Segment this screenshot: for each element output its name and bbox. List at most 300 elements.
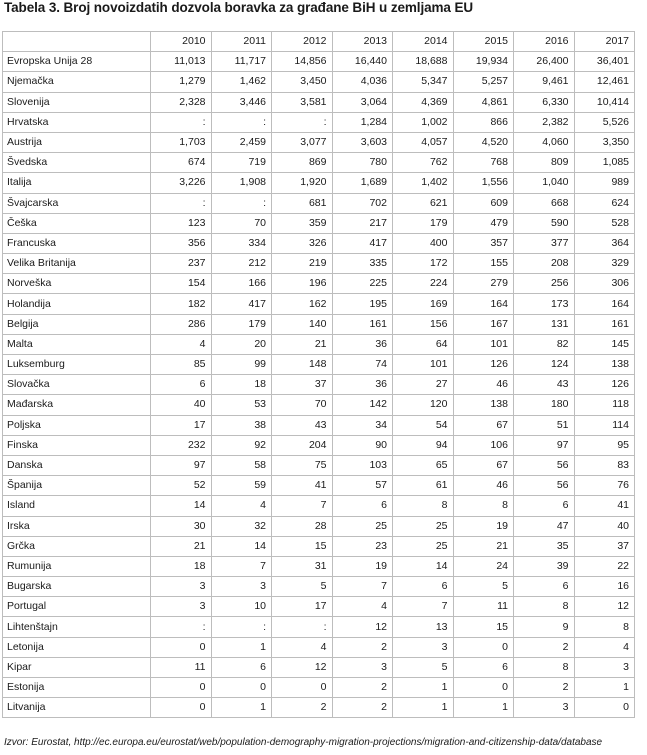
table-row [3, 72, 635, 92]
country-cell: Njemačka [3, 72, 151, 92]
value-cell: 0 [151, 637, 212, 657]
value-cell: 16,440 [332, 52, 393, 72]
table-row [3, 254, 635, 274]
value-cell: 173 [514, 294, 575, 314]
value-cell: 809 [514, 153, 575, 173]
country-cell: Hrvatska [3, 112, 151, 132]
value-cell: 3 [574, 657, 635, 677]
value-cell: 18,688 [393, 52, 454, 72]
value-cell: 1 [393, 698, 454, 718]
value-cell: 38 [211, 415, 272, 435]
value-cell: 6 [211, 657, 272, 677]
value-cell: 3 [151, 597, 212, 617]
header-corner-cell [3, 32, 151, 52]
value-cell: 106 [453, 435, 514, 455]
country-cell: Francuska [3, 233, 151, 253]
value-cell: 154 [151, 274, 212, 294]
value-cell: 15 [272, 536, 333, 556]
value-cell: : [211, 193, 272, 213]
table-row [3, 617, 635, 637]
year-header: 2011 [211, 32, 272, 52]
value-cell: 28 [272, 516, 333, 536]
country-cell: Portugal [3, 597, 151, 617]
table-row [3, 52, 635, 72]
value-cell: : [151, 112, 212, 132]
value-cell: 1,279 [151, 72, 212, 92]
value-cell: 18 [211, 375, 272, 395]
value-cell: 1,556 [453, 173, 514, 193]
value-cell: 56 [514, 455, 575, 475]
value-cell: 1,920 [272, 173, 333, 193]
table-row [3, 375, 635, 395]
country-cell: Slovačka [3, 375, 151, 395]
value-cell: 6 [514, 496, 575, 516]
table-row [3, 173, 635, 193]
value-cell: : [151, 193, 212, 213]
value-cell: 6 [453, 657, 514, 677]
country-cell: Malta [3, 334, 151, 354]
value-cell: 225 [332, 274, 393, 294]
value-cell: 10,414 [574, 92, 635, 112]
value-cell: 82 [514, 334, 575, 354]
value-cell: 4,861 [453, 92, 514, 112]
country-cell: Irska [3, 516, 151, 536]
country-cell: Lihtenštajn [3, 617, 151, 637]
table-row [3, 476, 635, 496]
value-cell: 138 [453, 395, 514, 415]
value-cell: 19 [332, 556, 393, 576]
value-cell: 21 [453, 536, 514, 556]
value-cell: 609 [453, 193, 514, 213]
table-row [3, 637, 635, 657]
value-cell: 101 [453, 334, 514, 354]
value-cell: 306 [574, 274, 635, 294]
value-cell: 131 [514, 314, 575, 334]
value-cell: 70 [272, 395, 333, 415]
value-cell: 118 [574, 395, 635, 415]
value-cell: 59 [211, 476, 272, 496]
value-cell: 329 [574, 254, 635, 274]
value-cell: 14 [211, 536, 272, 556]
value-cell: 20 [211, 334, 272, 354]
value-cell: 8 [393, 496, 454, 516]
value-cell: 10 [211, 597, 272, 617]
table-row [3, 193, 635, 213]
value-cell: 138 [574, 355, 635, 375]
country-cell: Švedska [3, 153, 151, 173]
country-cell: Danska [3, 455, 151, 475]
value-cell: 2 [514, 678, 575, 698]
value-cell: 19 [453, 516, 514, 536]
value-cell: 286 [151, 314, 212, 334]
value-cell: 1,402 [393, 173, 454, 193]
value-cell: 3 [332, 657, 393, 677]
value-cell: 164 [574, 294, 635, 314]
value-cell: 9 [514, 617, 575, 637]
value-cell: 681 [272, 193, 333, 213]
country-cell: Austrija [3, 132, 151, 152]
value-cell: 43 [272, 415, 333, 435]
value-cell: 528 [574, 213, 635, 233]
value-cell: 1,040 [514, 173, 575, 193]
value-cell: 3,581 [272, 92, 333, 112]
value-cell: 9,461 [514, 72, 575, 92]
country-cell: Litvanija [3, 698, 151, 718]
value-cell: 4,036 [332, 72, 393, 92]
value-cell: 1,002 [393, 112, 454, 132]
source-note: Izvor: Eurostat, http://ec.europa.eu/eurostat/web/population-demography-migration-projections/migration-and-citizenship-data/database [4, 737, 603, 748]
year-header: 2017 [574, 32, 635, 52]
table-row [3, 112, 635, 132]
value-cell: 22 [574, 556, 635, 576]
country-cell: Letonija [3, 637, 151, 657]
value-cell: 219 [272, 254, 333, 274]
value-cell: 1 [393, 678, 454, 698]
value-cell: 156 [393, 314, 454, 334]
value-cell: 334 [211, 233, 272, 253]
value-cell: 36 [332, 375, 393, 395]
value-cell: 61 [393, 476, 454, 496]
value-cell: 25 [393, 536, 454, 556]
value-cell: 25 [332, 516, 393, 536]
value-cell: 989 [574, 173, 635, 193]
value-cell: 46 [453, 375, 514, 395]
table-row [3, 294, 635, 314]
value-cell: 32 [211, 516, 272, 536]
value-cell: 237 [151, 254, 212, 274]
value-cell: 4 [151, 334, 212, 354]
value-cell: 166 [211, 274, 272, 294]
value-cell: 21 [272, 334, 333, 354]
table-row [3, 556, 635, 576]
country-cell: Poljska [3, 415, 151, 435]
value-cell: 17 [272, 597, 333, 617]
value-cell: 1,703 [151, 132, 212, 152]
value-cell: 46 [453, 476, 514, 496]
value-cell: 8 [453, 496, 514, 516]
value-cell: 11,013 [151, 52, 212, 72]
value-cell: 359 [272, 213, 333, 233]
value-cell: 70 [211, 213, 272, 233]
value-cell: : [211, 112, 272, 132]
value-cell: 7 [211, 556, 272, 576]
value-cell: 590 [514, 213, 575, 233]
value-cell: 5 [453, 577, 514, 597]
value-cell: 11,717 [211, 52, 272, 72]
value-cell: 14,856 [272, 52, 333, 72]
value-cell: 30 [151, 516, 212, 536]
value-cell: 5 [272, 577, 333, 597]
value-cell: 101 [393, 355, 454, 375]
value-cell: 12,461 [574, 72, 635, 92]
value-cell: 357 [453, 233, 514, 253]
country-cell: Belgija [3, 314, 151, 334]
table-row [3, 233, 635, 253]
value-cell: 124 [514, 355, 575, 375]
table-row [3, 496, 635, 516]
value-cell: 83 [574, 455, 635, 475]
table-row [3, 657, 635, 677]
value-cell: 126 [453, 355, 514, 375]
year-header: 2014 [393, 32, 454, 52]
value-cell: 56 [514, 476, 575, 496]
value-cell: 17 [151, 415, 212, 435]
value-cell: 13 [393, 617, 454, 637]
value-cell: 4 [574, 637, 635, 657]
value-cell: 35 [514, 536, 575, 556]
value-cell: 164 [453, 294, 514, 314]
value-cell: 23 [332, 536, 393, 556]
value-cell: 18 [151, 556, 212, 576]
value-cell: 2 [272, 698, 333, 718]
value-cell: 3 [151, 577, 212, 597]
value-cell: 0 [211, 678, 272, 698]
value-cell: 1,462 [211, 72, 272, 92]
value-cell: 7 [272, 496, 333, 516]
value-cell: 768 [453, 153, 514, 173]
value-cell: 180 [514, 395, 575, 415]
country-cell: Finska [3, 435, 151, 455]
value-cell: 39 [514, 556, 575, 576]
value-cell: 3 [514, 698, 575, 718]
value-cell: 31 [272, 556, 333, 576]
value-cell: 326 [272, 233, 333, 253]
value-cell: 2 [332, 637, 393, 657]
value-cell: 0 [453, 678, 514, 698]
value-cell: 2 [332, 678, 393, 698]
value-cell: 0 [272, 678, 333, 698]
country-cell: Island [3, 496, 151, 516]
country-cell: Velika Britanija [3, 254, 151, 274]
table-row [3, 455, 635, 475]
value-cell: 76 [574, 476, 635, 496]
value-cell: 224 [393, 274, 454, 294]
country-cell: Španija [3, 476, 151, 496]
year-header: 2012 [272, 32, 333, 52]
value-cell: 67 [453, 415, 514, 435]
table-row [3, 355, 635, 375]
table-row [3, 395, 635, 415]
value-cell: 3,064 [332, 92, 393, 112]
country-cell: Norveška [3, 274, 151, 294]
value-cell: 417 [332, 233, 393, 253]
value-cell: 14 [393, 556, 454, 576]
value-cell: 195 [332, 294, 393, 314]
table-row [3, 92, 635, 112]
value-cell: 65 [393, 455, 454, 475]
value-cell: 212 [211, 254, 272, 274]
value-cell: 479 [453, 213, 514, 233]
table-row [3, 132, 635, 152]
value-cell: 172 [393, 254, 454, 274]
value-cell: 3,446 [211, 92, 272, 112]
value-cell: 52 [151, 476, 212, 496]
value-cell: 37 [574, 536, 635, 556]
table-row [3, 597, 635, 617]
country-cell: Grčka [3, 536, 151, 556]
value-cell: 34 [332, 415, 393, 435]
table-row [3, 435, 635, 455]
country-cell: Mađarska [3, 395, 151, 415]
country-cell: Estonija [3, 678, 151, 698]
value-cell: 5,257 [453, 72, 514, 92]
value-cell: 869 [272, 153, 333, 173]
table-row [3, 153, 635, 173]
table-row [3, 314, 635, 334]
value-cell: 417 [211, 294, 272, 314]
value-cell: 169 [393, 294, 454, 314]
value-cell: 182 [151, 294, 212, 314]
country-cell: Bugarska [3, 577, 151, 597]
value-cell: 123 [151, 213, 212, 233]
value-cell: 6 [514, 577, 575, 597]
value-cell: 6,330 [514, 92, 575, 112]
value-cell: 21 [151, 536, 212, 556]
value-cell: 3,350 [574, 132, 635, 152]
value-cell: 26,400 [514, 52, 575, 72]
value-cell: 0 [574, 698, 635, 718]
value-cell: 4,057 [393, 132, 454, 152]
country-cell: Holandija [3, 294, 151, 314]
year-header: 2013 [332, 32, 393, 52]
value-cell: 75 [272, 455, 333, 475]
value-cell: 53 [211, 395, 272, 415]
value-cell: 6 [393, 577, 454, 597]
value-cell: 3 [211, 577, 272, 597]
value-cell: 356 [151, 233, 212, 253]
value-cell: 67 [453, 455, 514, 475]
value-cell: 668 [514, 193, 575, 213]
value-cell: 161 [574, 314, 635, 334]
value-cell: 179 [393, 213, 454, 233]
value-cell: 3,450 [272, 72, 333, 92]
value-cell: 674 [151, 153, 212, 173]
value-cell: 762 [393, 153, 454, 173]
value-cell: 92 [211, 435, 272, 455]
value-cell: 204 [272, 435, 333, 455]
value-cell: : [272, 112, 333, 132]
year-header: 2016 [514, 32, 575, 52]
value-cell: 57 [332, 476, 393, 496]
value-cell: 4,060 [514, 132, 575, 152]
value-cell: 0 [151, 678, 212, 698]
country-cell: Slovenija [3, 92, 151, 112]
value-cell: 43 [514, 375, 575, 395]
value-cell: 58 [211, 455, 272, 475]
value-cell: : [272, 617, 333, 637]
value-cell: 377 [514, 233, 575, 253]
value-cell: 41 [574, 496, 635, 516]
value-cell: 624 [574, 193, 635, 213]
residence-permits-table [2, 31, 635, 718]
table-row [3, 678, 635, 698]
value-cell: 3,603 [332, 132, 393, 152]
value-cell: 1 [453, 698, 514, 718]
value-cell: 780 [332, 153, 393, 173]
value-cell: 27 [393, 375, 454, 395]
table-row [3, 334, 635, 354]
country-cell: Luksemburg [3, 355, 151, 375]
value-cell: 208 [514, 254, 575, 274]
value-cell: 47 [514, 516, 575, 536]
value-cell: 719 [211, 153, 272, 173]
value-cell: 1 [211, 698, 272, 718]
value-cell: 1,689 [332, 173, 393, 193]
value-cell: 7 [332, 577, 393, 597]
year-header: 2015 [453, 32, 514, 52]
table-header-row [3, 32, 635, 52]
value-cell: 161 [332, 314, 393, 334]
value-cell: 1 [574, 678, 635, 698]
value-cell: 12 [272, 657, 333, 677]
value-cell: 2,459 [211, 132, 272, 152]
table-row [3, 577, 635, 597]
value-cell: 12 [574, 597, 635, 617]
value-cell: 90 [332, 435, 393, 455]
value-cell: 3,077 [272, 132, 333, 152]
value-cell: 162 [272, 294, 333, 314]
value-cell: 866 [453, 112, 514, 132]
table-row [3, 516, 635, 536]
value-cell: : [211, 617, 272, 637]
value-cell: 6 [151, 375, 212, 395]
value-cell: 702 [332, 193, 393, 213]
value-cell: 4 [272, 637, 333, 657]
value-cell: 36,401 [574, 52, 635, 72]
year-header: 2010 [151, 32, 212, 52]
value-cell: 14 [151, 496, 212, 516]
value-cell: 217 [332, 213, 393, 233]
country-cell: Švajcarska [3, 193, 151, 213]
value-cell: 114 [574, 415, 635, 435]
value-cell: 103 [332, 455, 393, 475]
value-cell: 232 [151, 435, 212, 455]
value-cell: 2 [514, 637, 575, 657]
value-cell: 142 [332, 395, 393, 415]
value-cell: 15 [453, 617, 514, 637]
value-cell: 179 [211, 314, 272, 334]
value-cell: 4,520 [453, 132, 514, 152]
value-cell: 8 [514, 597, 575, 617]
value-cell: 4 [332, 597, 393, 617]
value-cell: 97 [151, 455, 212, 475]
value-cell: 3,226 [151, 173, 212, 193]
value-cell: 5 [393, 657, 454, 677]
table-row [3, 698, 635, 718]
country-cell: Rumunija [3, 556, 151, 576]
value-cell: 19,934 [453, 52, 514, 72]
value-cell: 1,284 [332, 112, 393, 132]
value-cell: 155 [453, 254, 514, 274]
value-cell: 4 [211, 496, 272, 516]
value-cell: 41 [272, 476, 333, 496]
value-cell: 36 [332, 334, 393, 354]
value-cell: 11 [151, 657, 212, 677]
value-cell: 2,328 [151, 92, 212, 112]
value-cell: 120 [393, 395, 454, 415]
value-cell: 4,369 [393, 92, 454, 112]
value-cell: 99 [211, 355, 272, 375]
value-cell: 335 [332, 254, 393, 274]
value-cell: 145 [574, 334, 635, 354]
value-cell: 148 [272, 355, 333, 375]
value-cell: 1,908 [211, 173, 272, 193]
value-cell: 256 [514, 274, 575, 294]
table-row [3, 213, 635, 233]
value-cell: 621 [393, 193, 454, 213]
value-cell: 51 [514, 415, 575, 435]
country-cell: Češka [3, 213, 151, 233]
